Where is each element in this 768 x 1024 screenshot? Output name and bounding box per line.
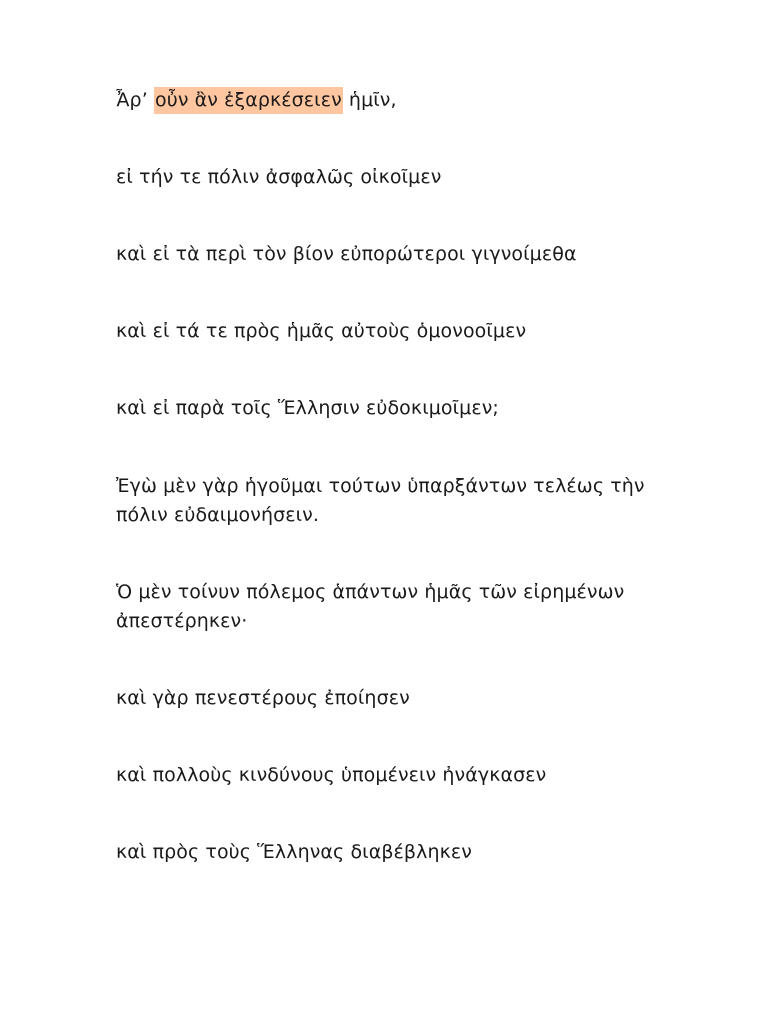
text-line-7: Ὁ μὲν τοίνυν πόλεμος ἁπάντων ἡμᾶς τῶν εἰρημένων ἀπεστέρηκεν· — [116, 581, 625, 632]
text-line-10: καὶ πρὸς τοὺς Ἕλληνας διαβέβληκεν — [116, 841, 473, 863]
highlighted-phrase[interactable]: οὖν ἂν ἐξαρκέσειεν — [154, 87, 343, 114]
text-line-9: καὶ πολλοὺς κινδύνους ὑπομένειν ἠνάγκασεν — [116, 764, 547, 786]
text-line-8: καὶ γὰρ πενεστέρους ἐποίησεν — [116, 687, 410, 709]
text-line-2: εἰ τήν τε πόλιν ἀσφαλῶς οἰκοῖμεν — [116, 166, 442, 188]
text-line-6: Ἐγὼ μὲν γὰρ ἡγοῦμαι τούτων ὑπαρξάντων τελέως τὴν πόλιν εὐδαιμονήσειν. — [116, 475, 645, 526]
line-1-pre: Ἆρ’ — [116, 89, 154, 111]
text-line-1 — [116, 86, 676, 115]
text-line-3: καὶ εἰ τὰ περὶ τὸν βίον εὐπορώτεροι γιγνοίμεθα — [116, 243, 577, 265]
text-line-5: καὶ εἰ παρὰ τοῖς Ἕλλησιν εὐδοκιμοῖμεν; — [116, 397, 499, 419]
text-line-4: καὶ εἰ τά τε πρὸς ἡμᾶς αὐτοὺς ὁμονοοῖμεν — [116, 320, 527, 342]
line-1-post: ἡμῖν, — [342, 89, 397, 111]
